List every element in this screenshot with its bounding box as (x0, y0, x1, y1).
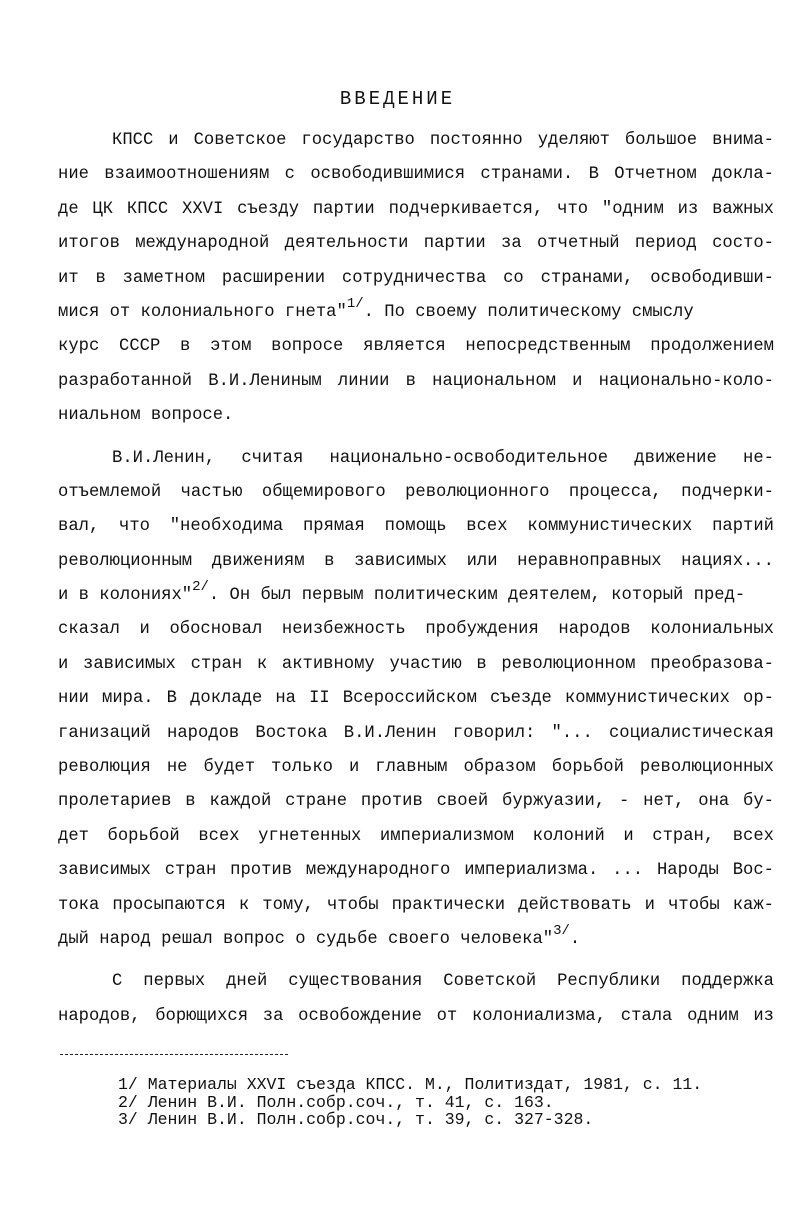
footnotes (118, 1076, 778, 1129)
text-line: ние взаимоотношениям с освободившимися странами. В Отчетном докла- (58, 165, 774, 185)
text-line: разработанной В.И.Лениным линии в национальном и национально-коло- (58, 371, 774, 391)
footnote-separator (60, 1054, 288, 1055)
text-line: зависимых стран против международного империализма. ... Народы Вос- (58, 861, 774, 881)
text-line: тока просыпаются к тому, чтобы практически действовать и чтобы каж- (58, 895, 774, 915)
page-title: ВВЕДЕНИЕ (339, 88, 456, 110)
text-fragment: мися от колониального гнета" (58, 302, 347, 322)
text-line: ганизаций народов Востока В.И.Ленин говорил: "... социалистическая (58, 723, 774, 743)
text-line: итогов международной деятельности партии за отчетный период состо- (58, 234, 774, 254)
text-line: курс СССР в этом вопросе является непосредственным продолжением (58, 337, 774, 357)
footnote-1: 1/ Материалы XXVI съезда КПСС. М., Политиздат, 1981, с. 11. (118, 1075, 703, 1094)
text-line: и зависимых стран к активному участию в революционном преобразова- (58, 654, 774, 674)
paragraph-3 (58, 965, 774, 1034)
text-line: КПСС и Советское государство постоянно уделяют большое внима- (112, 131, 774, 150)
text-line: ит в заметном расширении сотрудничества со странами, освободивши- (58, 268, 774, 288)
body-text (58, 124, 774, 1034)
text-fragment: дый народ решал вопрос о судьбе своего человека" (58, 929, 554, 949)
text-line: отъемлемой частью общемирового революционного процесса, подчерки- (58, 482, 774, 502)
text-line: сказал и обосновал неизбежность пробуждения народов колониальных (58, 620, 774, 640)
paragraph-2 (58, 442, 774, 958)
text-line: революция не будет только и главным образом борьбой революционных (58, 758, 774, 778)
text-line: революционным движениям в зависимых или неравноправных нациях... (58, 551, 774, 571)
text-line: вал, что "необходима прямая помощь всех коммунистических партий (58, 517, 774, 537)
text-line: В.И.Ленин, считая национально-освободительное движение не- (112, 448, 774, 468)
footnote-ref-3: 3/ (553, 922, 570, 939)
text-fragment: . По своему политическому смыслу (363, 302, 694, 322)
text-line: дет борьбой всех угнетенных империализмом колоний и стран, всех (58, 826, 774, 846)
text-line: народов, борющихся за освобождение от колониализма, стала одним из (58, 1006, 774, 1026)
footnote-ref-2: 2/ (192, 579, 209, 596)
text-line: ниальном вопросе. (58, 406, 234, 426)
text-line: де ЦК КПСС XXVI съезду партии подчеркивается, что "одним из важных (58, 199, 774, 219)
text-line (58, 296, 774, 330)
text-line (58, 923, 774, 957)
text-line: нии мира. В докладе на II Всероссийском съезде коммунистических ор- (58, 689, 774, 709)
footnote-ref-1: 1/ (346, 295, 364, 312)
text-fragment: . (569, 929, 581, 949)
text-fragment: и в колониях" (58, 586, 193, 606)
footnote-3: 3/ Ленин В.И. Полн.собр.соч., т. 39, с. 327-328. (118, 1110, 594, 1129)
footnote-2: 2/ Ленин В.И. Полн.собр.соч., т. 41, с. 163. (118, 1092, 554, 1112)
text-line: пролетариев в каждой стране против своей буржуазии, - нет, она бу- (58, 792, 774, 812)
paragraph-1 (58, 124, 774, 434)
text-line (58, 579, 774, 613)
text-line: С первых дней существования Советской Республики поддержка (112, 972, 774, 992)
text-fragment: . Он был первым политическим деятелем, который пред- (208, 586, 746, 606)
